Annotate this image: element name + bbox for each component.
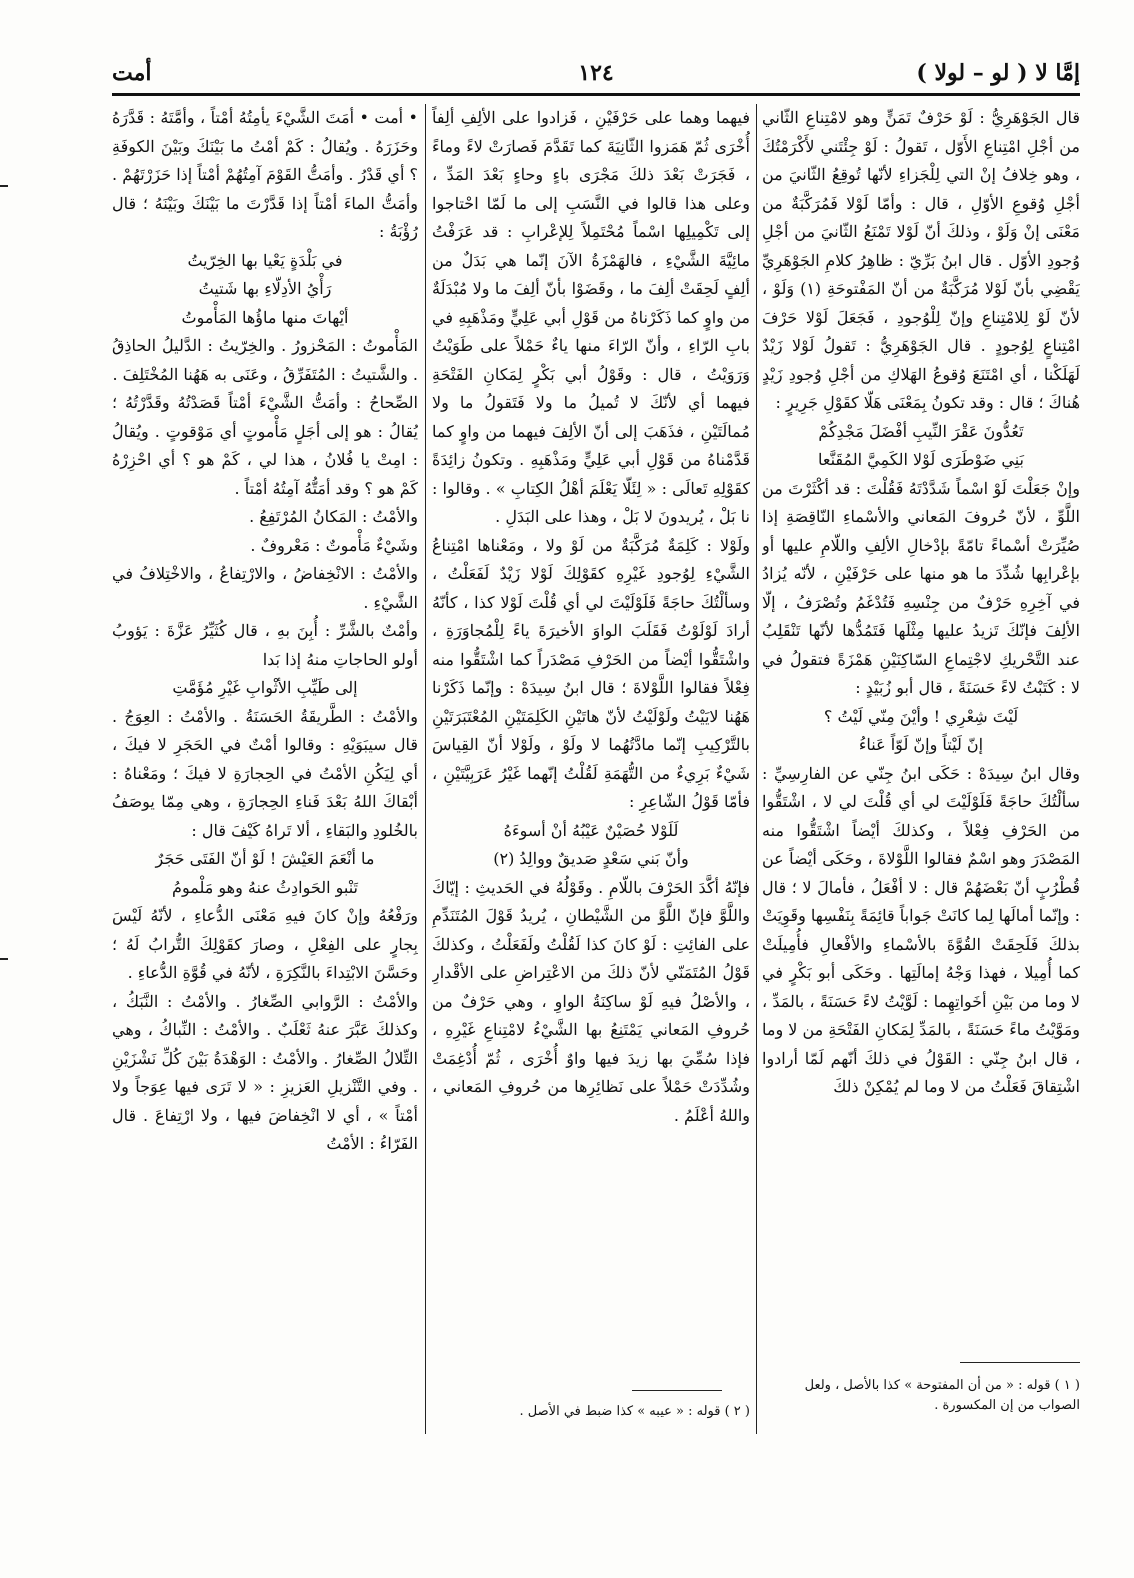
entry-paragraph: • أمت • أمَتَ الشَّيْءَ يأمِتُهُ أمْتاً ، وأمَّتَهُ : قَدَّرَهُ وحَزَرَهُ . ويُقالُ : كَمْ أمْتُ ما بَيْنَكَ وبَيْنَ الكوفَةِ ؟ أي قَدْرُ . وأمَتُّ القَوْمَ آمِتُهُمْ أمْتاً إذا حَزَرْتَهُمْ . وأمَتُّ الماءَ أمْتاً إذا قَدَّرْتَ ما بَيْنَكَ وبَيْنَهُ ؛ قال رُؤْبَةُ : bbox=[112, 108, 418, 241]
poem-line: إلى طَيِّبِ الأثْوابِ غَيْرِ مُؤَمَّتِ bbox=[172, 678, 358, 697]
page-number: ١٢٤ bbox=[578, 60, 614, 86]
paragraph: ولَوْلا : كَلِمَةٌ مُرَكَّبَةٌ من لَوْ ولا ، ومَعْناها امْتِناعُ الشَّيْءِ لِوُجودِ غَيْرِهِ كقَوْلِكَ لَوْلا زَيْدٌ لَفَعَلْتُ ، وسألْتُكَ حاجَةً فَلَوْلَيْتَ لي أي قُلْتَ لَوْلا كذا ، كأنّهُ أرادَ لَوْلَوْتُ فَقَلَبَ الواوَ الأخيرَةَ ياءً لِلْمُجاوَرَةِ ، واشْتَقُّوا أيْضاً من الحَرْفِ مَصْدَراً كما اشْتَقُّوا منه فِعْلاً فقالوا اللَّوْلاةَ ؛ قال ابنُ سِيدَهْ : وإنّما ذَكَرْنا هَهُنا لايَيْتُ ولَوْلَيْتُ لأنّ هاتَيْنِ الكَلِمَتَيْنِ المُعْتَبَرَتَيْنِ بالتَّرْكِيبِ إنّما مادَّتُهُما لا ولَوْ ، ولَوْلا أنّ القِياسَ شَيْءٌ بَرِيءٌ من التُّهَمَةِ لَقُلْتُ إنّهما غَيْرُ عَرَبِيَّتَيْنِ ، فأمّا قَوْلُ الشّاعِرِ : bbox=[432, 535, 750, 811]
paragraph: الصِّحاحُ : وأمَتُّ الشَّيْءَ أمْتاً قَصَدْتُهُ وقَدَّرْتُهُ ؛ يُقالُ : هو إلى أجَلٍ مَأْموتٍ أي مَوْقوتٍ . ويُقالُ : امِتْ يا فُلانُ ، هذا لي ، كَمْ هو ؟ أي احْزِرْهُ كَمْ هو ؟ وقد أمَتُّهُ آمِتُهُ أمْتاً . bbox=[112, 393, 418, 498]
page-header bbox=[112, 58, 1080, 98]
column-left bbox=[112, 104, 418, 1432]
paragraph: وقال ابنُ سِيدَهْ : حَكَى ابنُ جِنّي عن الفارِسِيِّ : سألْتُكَ حاجَةً فَلَوْلَيْتَ لي أي قُلْتَ لي لا ، اشْتَقُّوا من الحَرْفِ فِعْلاً ، وكذلكَ أيْضاً اشْتَقُّوا منه المَصْدَرَ وهو اسْمٌ فقالوا اللَّوْلاةَ ، وحَكَى أيْضاً عن قُطْرُبٍ أنّ بَعْضَهُمْ قال : لا أفْعَلُ ، فأمالَ لا ؛ قال : وإنّما أمالَها لِما كانَتْ جَواباً قائِمَةً بِنَفْسِها وقَوِيَتْ بذلكَ فَلَحِقَتْ القُوَّةَ بالأسْماءِ والأفْعالِ فأُمِيلَتْ كما أُمِيلا ، فهذا وَجْهُ إمالَتِها . وحَكَى أبو بَكْرٍ في لا وما من بَيْنِ أخَواتِهِما : لَوَّيْتُ لاءً حَسَنَةً ، بالمَدِّ ، ومَوَّيْتُ ماءً حَسَنَةً ، بالمَدِّ لِمَكانِ الفَتْحَةِ من لا وما ، قال ابنُ جِنّي : القَوْلُ في ذلكَ أنّهم لَمّا أرادوا اشْتِقاقَ فَعَلْتُ من لا وما لم يُمْكِنْ ذلكَ bbox=[762, 763, 1080, 1096]
paragraph: ورَفْعُهُ وإنْ كانَ فيهِ مَعْنَى الدُّعاءِ ، لأنّهُ لَيْسَ بِجارٍ على الفِعْلِ ، وصارَ كقَوْلِكَ التُّرابُ لَهُ ؛ وحَسَّنَ الابْتِداءَ بالنَّكِرَةِ ، لأنّهُ في قُوَّةِ الدُّعاءِ . bbox=[112, 906, 418, 982]
poem-line: أيْهاتَ منها ماؤُها المَأْموتُ bbox=[181, 307, 349, 327]
poem-line: ما أنْعَمَ العَيْشَ ! لَوْ أنّ الفَتَى حَجَرٌ bbox=[155, 849, 375, 868]
paragraph: وأمْتٌ بالشَّرِّ : أُبِنَ بهِ ، قال كُثَيِّرُ عَزَّةَ : يَؤوبُ أولو الحاجاتِ منهُ إذا بَدا bbox=[112, 621, 418, 669]
poem-line: تَعُدُّونَ عَقْرَ النِّيبِ أفْضَلَ مَجْدِكُمْ bbox=[818, 421, 1024, 441]
paragraph: المَأْموتُ : المَحْزورُ . والخِرّيتُ : الدَّليلُ الحاذِقُ . والشَّتيتُ : المُتَفَرِّقُ ، وعَنَى به هَهُنا المُخْتَلِفَ . bbox=[112, 336, 418, 384]
paragraph: قال الجَوْهَرِيُّ : لَوْ حَرْفٌ تَمَنٍّ وهو لامْتِناعِ الثّاني من أجْلِ امْتِناعِ الأَوّل ، تَقولُ : لَوْ جِئْتَني لأَكْرَمْتُكَ ، وهو خِلافُ إنْ التي لِلْجَزاءِ لأنّها تُوقِعُ الثّانيَ من أجْلِ وُقوعِ الأوّلِ ، قال : وأمّا لَوْلا فَمُرَكَّبَةٌ من مَعْنَى إنْ وَلَوْ ، وذلكَ أنّ لَوْلا تَمْنَعُ الثّانيَ من أجْلِ وُجودِ الأوّل . قال ابنُ بَرِّيّ : ظاهِرُ كلامِ الجَوْهَرِيِّ يَقْضِي بأنّ لَوْلا مُرَكَّبَةٌ من أنّ المَفْتوحَةِ (١) وَلَوْ ، لأنّ لَوْ لِلامْتِناعِ وإنّ لِلْوُجودِ ، فَجَعَلَ لَوْلا حَرْفَ امْتِناعٍ لِوُجودٍ . قال الجَوْهَرِيُّ : تَقولُ لَوْلا زَيْدٌ لَهَلَكْنا ، أي امْتَنَعَ وُقوعُ الهَلاكِ من أجْلِ وُجودِ زَيْدٍ هُناكَ ؛ قال : وقد تكونُ بِمَعْنَى هَلّا كقَوْلِ جَرِيرٍ : bbox=[762, 108, 1080, 412]
margin-mark bbox=[0, 958, 8, 960]
column-right bbox=[762, 104, 1080, 1432]
paragraph: وإنْ جَعَلْتَ لَوْ اسْماً شَدَّدْتَهُ فَقُلْتَ : قد أكْثَرْتَ من اللَّوِّ ، لأنّ حُروفَ المَعاني والأسْماءِ النّاقِصَةِ إذا صُيِّرَتْ أسْماءً تامّةً بإدْخالِ الألِفِ واللّامِ عليها أو بإعْرابِها شُدِّدَ ما هو منها على حَرْفَيْنِ ، لأنّه يُزادُ في آخِرِهِ حَرْفٌ من جِنْسِهِ فَتُدْغَمُ وتُصْرَفُ ، إلّا الألِفَ فإنّكَ تَزيدُ عليها مِثْلَها فَتَمُدُّها لأنّها تَنْقَلِبُ عند التَّحْريكِ لاجْتِماعِ السّاكِنَيْنِ هَمْزَةً فتقولُ في لا : كَتَبْتُ لاءً حَسَنَةً ، قال أبو زُبَيْدٍ : bbox=[762, 478, 1080, 697]
header-left-title: أمت bbox=[112, 60, 152, 86]
column-divider bbox=[756, 104, 757, 1434]
column-divider bbox=[425, 104, 426, 1434]
paragraph: وشَيْءٌ مَأْموتٌ : مَعْروفٌ . bbox=[250, 535, 418, 555]
footnote-rule bbox=[960, 1362, 1080, 1363]
margin-mark bbox=[0, 185, 8, 187]
footnote-rule bbox=[632, 1390, 722, 1391]
poem-line: إنّ لَيْتاً وإنّ لَوّاً عَناءُ bbox=[858, 735, 984, 754]
paragraph: والأمْتُ : المَكانُ المُرْتَفِعُ . bbox=[249, 507, 418, 526]
footnote-1: ( ١ ) قوله : « من أن المفتوحة » كذا بالأصل ، ولعل الصواب من إن المكسورة . bbox=[804, 1378, 1080, 1413]
poem-line: وأنّ بَني سَعْدٍ صَديقٌ ووالِدُ (٢) bbox=[493, 849, 689, 868]
column-middle bbox=[432, 104, 750, 1432]
poem-line: تَنْبو الحَوادِثُ عنهُ وهو مَلْمومُ bbox=[172, 877, 358, 897]
header-right-title: إمَّا لا ( لو – لولا ) bbox=[916, 60, 1080, 86]
paragraph: والأمْتُ : الرَّوابي الصِّغارُ . والأمْتُ : النَّبَكُ ، وكذلكَ عَبَّرَ عنهُ ثَعْلَبٌ . والأمْتُ : النِّباكُ ، وهي التِّلالُ الصِّغارُ . والأمْتُ : الوَهْدَةُ بَيْنَ كُلِّ نَشْزَيْنِ . وفي التَّنْزيلِ العَزيزِ : « لا تَرَى فيها عِوَجاً ولا أمْتاً » ، أي لا انْخِفاضَ فيها ، ولا ارْتِفاعَ . قال الفَرّاءُ : الأمْتُ bbox=[112, 991, 418, 1153]
poem-line: لَلَوْلا حُصَيْنٌ عَيْبُهُ أنْ أسوءَهُ bbox=[503, 820, 679, 840]
poem-line: في بَلْدَةٍ يَعْيا بها الخِرّيتُ bbox=[187, 250, 343, 270]
paragraph: فإنّهُ أكَّدَ الحَرْفَ باللّامِ . وقَوْلُهُ في الحَديثِ : إيّاكَ واللَّوَّ فإنّ اللَّوَّ من الشَّيْطانِ ، يُريدُ قَوْلَ المُتَنَدِّمِ على الفائِتِ : لَوْ كانَ كذا لَقُلْتُ ولَفَعَلْتُ ، وكذلكَ قَوْلُ المُتَمَنّي لأنّ ذلكَ من الاعْتِراضِ على الأقْدارِ ، والأصْلُ فيهِ لَوْ ساكِنَةُ الواوِ ، وهي حَرْفٌ من حُروفِ المَعاني يَمْتَنِعُ بها الشَّيْءُ لامْتِناعِ غَيْرِهِ ، فإذا سُمِّيَ بها زيدَ فيها واوٌ أُخْرَى ، ثُمّ أُدْغِمَتْ وشُدِّدَتْ حَمْلاً على نَظائِرِها من حُروفِ المَعاني ، واللهُ أعْلَمُ . bbox=[432, 877, 750, 1125]
header-rule bbox=[112, 93, 1080, 96]
poem-line: بَنِي ضَوْطَرَى لَوْلا الكَمِيَّ المُقَنَّعا bbox=[818, 450, 1024, 469]
poem-line: رَأْيُ الأدِلّاءِ بها شَتيتُ bbox=[198, 279, 332, 298]
poem-line: لَيْتَ شِعْرِي ! وأيْنَ مِنّي لَيْتُ ؟ bbox=[823, 706, 1019, 726]
footnote-2: ( ٢ ) قوله : « عيبه » كذا ضبط في الأصل . bbox=[519, 1404, 750, 1419]
paragraph: فيهما وهما على حَرْفَيْنِ ، فَزادوا على الألِفِ ألِفاً أُخْرَى ثُمّ هَمَزوا الثّانِيَةَ كما تَقَدَّمَ فَصارَتْ لاءً وماءً ، فَجَرَتْ بَعْدَ ذلكَ مَجْرَى باءٍ وحاءٍ بَعْدَ المَدِّ ، وعلى هذا قالوا في النَّسَبِ إلى ما لَمّا احْتاجوا إلى تَكْمِيلِها اسْماً مُحْتَمِلاً لِلإعْرابِ : قد عَرَفْتُ مائِيَّةَ الشَّيْءِ ، فالهَمْزَةُ الآنَ إنّما هي بَدَلٌ من ألِفٍ لَحِقَتْ ألِفَ ما ، وقَضَوْا بأنّ ألِفَ ما ولا مُبْدَلَةٌ من واوٍ كما ذَكَرْناهُ من قَوْلِ أبي عَلِيٍّ ومَذْهَبِهِ في بابِ الرّاءِ ، وأنّ الرّاءَ منها ياءٌ حَمْلاً على طَوَيْتُ وَرَوَيْتُ ، قال : وقَوْلُ أبي بَكْرٍ لِمَكانِ الفَتْحَةِ فيهما أي لأنّكَ لا تُميلُ ما ولا فَتَقولُ ما ولا مُمالَتَيْنِ ، فذَهَبَ إلى أنّ الألِفَ فيهما من واوٍ كما قَدَّمْناهُ من قَوْلِ أبي عَلِيٍّ ومَذْهَبِهِ . وتكونُ زائِدَةً كقَوْلِهِ تَعالَى : « لِئَلّا يَعْلَمَ أهْلُ الكِتابِ » . وقالوا : نا بَلْ ، يُريدونَ لا بَلْ ، وهذا على البَدَلِ . bbox=[432, 108, 750, 526]
paragraph: والأمْتُ : الطَّريقَةُ الحَسَنَةُ . والأمْتُ : العِوَجُ . قال سيبَوَيْهِ : وقالوا أمْتٌ في الحَجَرِ لا فيكَ ، أي لِيَكُنِ الأمْتُ في الحِجارَةِ لا فيكَ ؛ ومَعْناهُ : أبْقاكَ اللهُ بَعْدَ فَناءِ الحِجارَةِ ، وهي مِمّا يوصَفُ بالخُلودِ والبَقاءِ ، ألا تَراهُ كَيْفَ قال : bbox=[112, 706, 418, 840]
paragraph: والأمْتُ : الانْخِفاضُ ، والارْتِفاعُ ، والاخْتِلافُ في الشَّيْءِ . bbox=[112, 564, 418, 612]
